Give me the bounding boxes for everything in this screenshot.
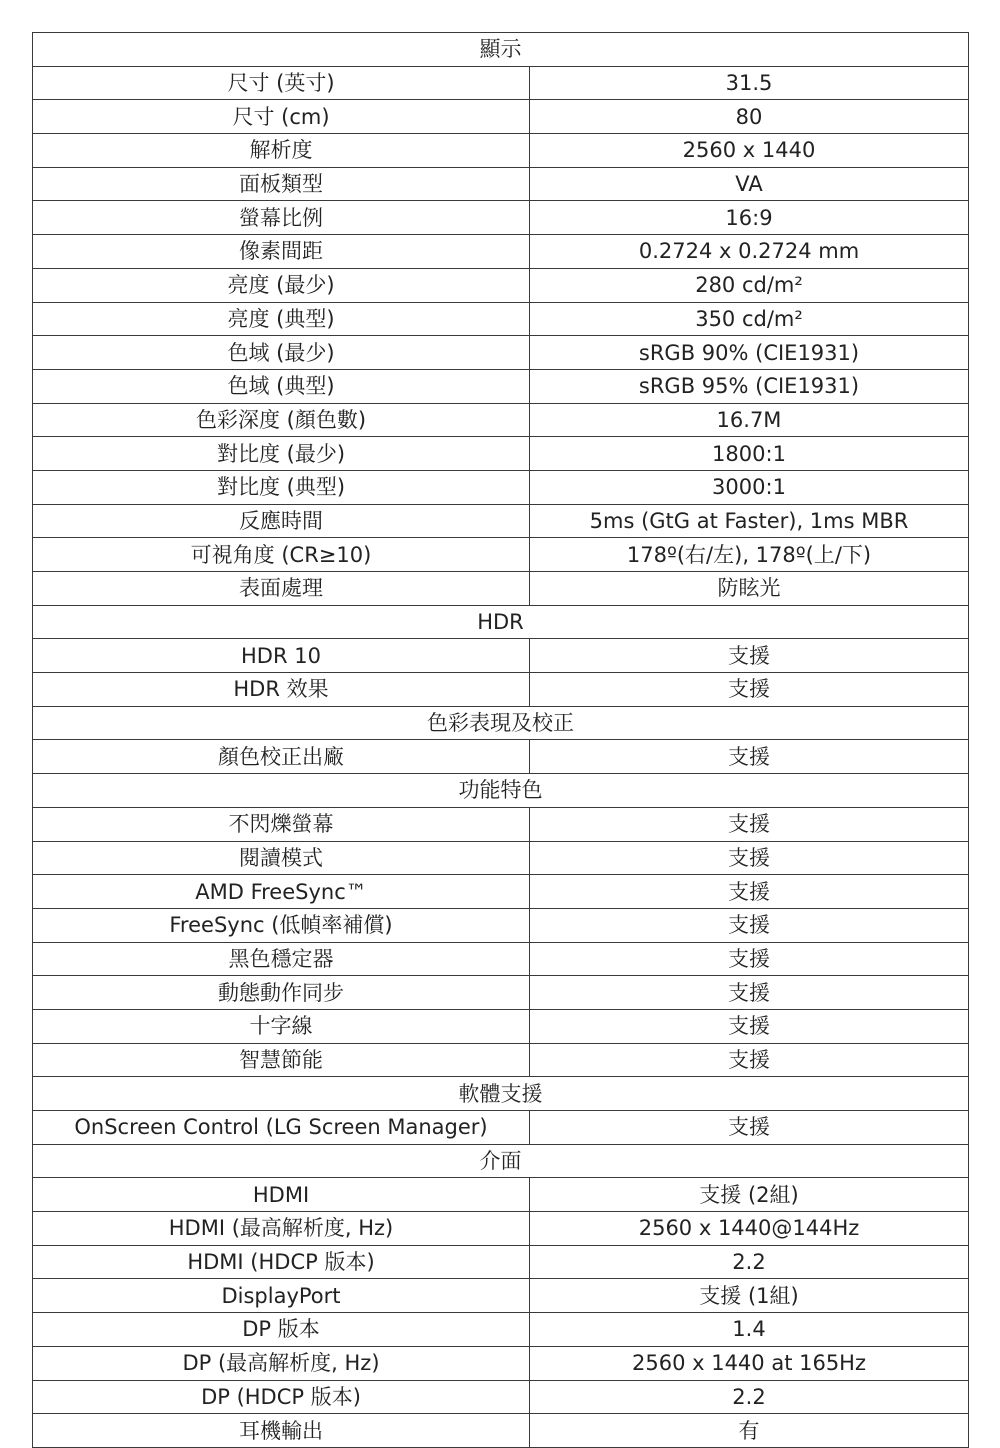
spec-value: 支援 bbox=[530, 673, 969, 707]
spec-value: VA bbox=[530, 167, 969, 201]
spec-label: 不閃爍螢幕 bbox=[33, 807, 530, 841]
spec-value: 16:9 bbox=[530, 201, 969, 235]
spec-label: 像素間距 bbox=[33, 235, 530, 269]
section-title: 色彩表現及校正 bbox=[33, 706, 969, 740]
spec-label: 表面處理 bbox=[33, 572, 530, 606]
spec-label: 可視角度 (CR≥10) bbox=[33, 538, 530, 572]
spec-value: 支援 bbox=[530, 740, 969, 774]
spec-row bbox=[33, 167, 969, 201]
spec-label: 面板類型 bbox=[33, 167, 530, 201]
section-header-row bbox=[33, 1077, 969, 1111]
spec-label: OnScreen Control (LG Screen Manager) bbox=[33, 1111, 530, 1145]
spec-row bbox=[33, 875, 969, 909]
spec-row bbox=[33, 1313, 969, 1347]
spec-value: 支援 bbox=[530, 976, 969, 1010]
spec-label: AMD FreeSync™ bbox=[33, 875, 530, 909]
spec-label: HDMI bbox=[33, 1178, 530, 1212]
spec-value: 2560 x 1440@144Hz bbox=[530, 1212, 969, 1246]
spec-row bbox=[33, 1245, 969, 1279]
spec-label: 反應時間 bbox=[33, 504, 530, 538]
spec-value: sRGB 90% (CIE1931) bbox=[530, 336, 969, 370]
spec-label: HDMI (最高解析度, Hz) bbox=[33, 1212, 530, 1246]
spec-label: 十字線 bbox=[33, 1009, 530, 1043]
spec-value: 178º(右/左), 178º(上/下) bbox=[530, 538, 969, 572]
section-title: HDR bbox=[33, 605, 969, 639]
spec-row bbox=[33, 740, 969, 774]
spec-value: 支援 bbox=[530, 841, 969, 875]
spec-value: 350 cd/m² bbox=[530, 302, 969, 336]
spec-label: FreeSync (低幀率補償) bbox=[33, 908, 530, 942]
spec-label: 動態動作同步 bbox=[33, 976, 530, 1010]
spec-row bbox=[33, 1111, 969, 1145]
spec-label: DP (HDCP 版本) bbox=[33, 1380, 530, 1414]
spec-row bbox=[33, 1043, 969, 1077]
spec-value: 有 bbox=[530, 1414, 969, 1448]
spec-value: 支援 bbox=[530, 908, 969, 942]
spec-value: 支援 bbox=[530, 1043, 969, 1077]
spec-value: 支援 bbox=[530, 875, 969, 909]
spec-value: 支援 (1組) bbox=[530, 1279, 969, 1313]
spec-value: 2.2 bbox=[530, 1380, 969, 1414]
spec-label: DP 版本 bbox=[33, 1313, 530, 1347]
spec-value: 1.4 bbox=[530, 1313, 969, 1347]
spec-row bbox=[33, 1279, 969, 1313]
spec-label: 智慧節能 bbox=[33, 1043, 530, 1077]
spec-label: 黑色穩定器 bbox=[33, 942, 530, 976]
spec-label: DP (最高解析度, Hz) bbox=[33, 1346, 530, 1380]
spec-label: 顏色校正出廠 bbox=[33, 740, 530, 774]
spec-value: 3000:1 bbox=[530, 470, 969, 504]
spec-label: 亮度 (典型) bbox=[33, 302, 530, 336]
spec-value: 16.7M bbox=[530, 403, 969, 437]
spec-value: 280 cd/m² bbox=[530, 268, 969, 302]
spec-value: 2560 x 1440 at 165Hz bbox=[530, 1346, 969, 1380]
spec-value: 1800:1 bbox=[530, 437, 969, 471]
spec-row bbox=[33, 470, 969, 504]
spec-label: 螢幕比例 bbox=[33, 201, 530, 235]
spec-row bbox=[33, 268, 969, 302]
spec-row bbox=[33, 1212, 969, 1246]
section-header-row bbox=[33, 33, 969, 67]
spec-value: 2560 x 1440 bbox=[530, 134, 969, 168]
spec-row bbox=[33, 673, 969, 707]
spec-row bbox=[33, 201, 969, 235]
spec-row bbox=[33, 908, 969, 942]
spec-value: 支援 bbox=[530, 639, 969, 673]
section-title: 軟體支援 bbox=[33, 1077, 969, 1111]
spec-label: HDR 效果 bbox=[33, 673, 530, 707]
spec-row bbox=[33, 639, 969, 673]
spec-value: 支援 bbox=[530, 942, 969, 976]
spec-value: 支援 (2組) bbox=[530, 1178, 969, 1212]
spec-value: 0.2724 x 0.2724 mm bbox=[530, 235, 969, 269]
spec-row bbox=[33, 1009, 969, 1043]
section-header-row bbox=[33, 774, 969, 808]
section-title: 功能特色 bbox=[33, 774, 969, 808]
spec-label: 色彩深度 (顏色數) bbox=[33, 403, 530, 437]
spec-row bbox=[33, 1380, 969, 1414]
spec-row bbox=[33, 807, 969, 841]
spec-label: 耳機輸出 bbox=[33, 1414, 530, 1448]
spec-row bbox=[33, 538, 969, 572]
spec-value: 支援 bbox=[530, 1111, 969, 1145]
spec-row bbox=[33, 504, 969, 538]
spec-value: 支援 bbox=[530, 1009, 969, 1043]
spec-value: sRGB 95% (CIE1931) bbox=[530, 369, 969, 403]
spec-row bbox=[33, 134, 969, 168]
spec-label: 解析度 bbox=[33, 134, 530, 168]
section-header-row bbox=[33, 605, 969, 639]
spec-row bbox=[33, 1346, 969, 1380]
spec-row bbox=[33, 302, 969, 336]
spec-value: 防眩光 bbox=[530, 572, 969, 606]
spec-label: 對比度 (典型) bbox=[33, 470, 530, 504]
spec-value: 支援 bbox=[530, 807, 969, 841]
spec-row bbox=[33, 1178, 969, 1212]
spec-row bbox=[33, 235, 969, 269]
spec-label: 對比度 (最少) bbox=[33, 437, 530, 471]
section-header-row bbox=[33, 706, 969, 740]
spec-row bbox=[33, 942, 969, 976]
spec-label: HDMI (HDCP 版本) bbox=[33, 1245, 530, 1279]
spec-label: 色域 (最少) bbox=[33, 336, 530, 370]
spec-value: 2.2 bbox=[530, 1245, 969, 1279]
spec-row bbox=[33, 841, 969, 875]
spec-row bbox=[33, 976, 969, 1010]
spec-label: 色域 (典型) bbox=[33, 369, 530, 403]
spec-row bbox=[33, 100, 969, 134]
spec-row bbox=[33, 1414, 969, 1448]
spec-row bbox=[33, 336, 969, 370]
spec-label: 尺寸 (英寸) bbox=[33, 66, 530, 100]
spec-value: 5ms (GtG at Faster), 1ms MBR bbox=[530, 504, 969, 538]
spec-row bbox=[33, 437, 969, 471]
spec-label: DisplayPort bbox=[33, 1279, 530, 1313]
spec-table bbox=[32, 32, 969, 1448]
spec-label: 閱讀模式 bbox=[33, 841, 530, 875]
spec-value: 80 bbox=[530, 100, 969, 134]
spec-row bbox=[33, 369, 969, 403]
section-header-row bbox=[33, 1144, 969, 1178]
spec-label: 尺寸 (cm) bbox=[33, 100, 530, 134]
spec-table-body bbox=[33, 33, 969, 1448]
spec-label: HDR 10 bbox=[33, 639, 530, 673]
spec-row bbox=[33, 572, 969, 606]
section-title: 介面 bbox=[33, 1144, 969, 1178]
spec-label: 亮度 (最少) bbox=[33, 268, 530, 302]
spec-value: 31.5 bbox=[530, 66, 969, 100]
section-title: 顯示 bbox=[33, 33, 969, 67]
spec-row bbox=[33, 403, 969, 437]
spec-row bbox=[33, 66, 969, 100]
